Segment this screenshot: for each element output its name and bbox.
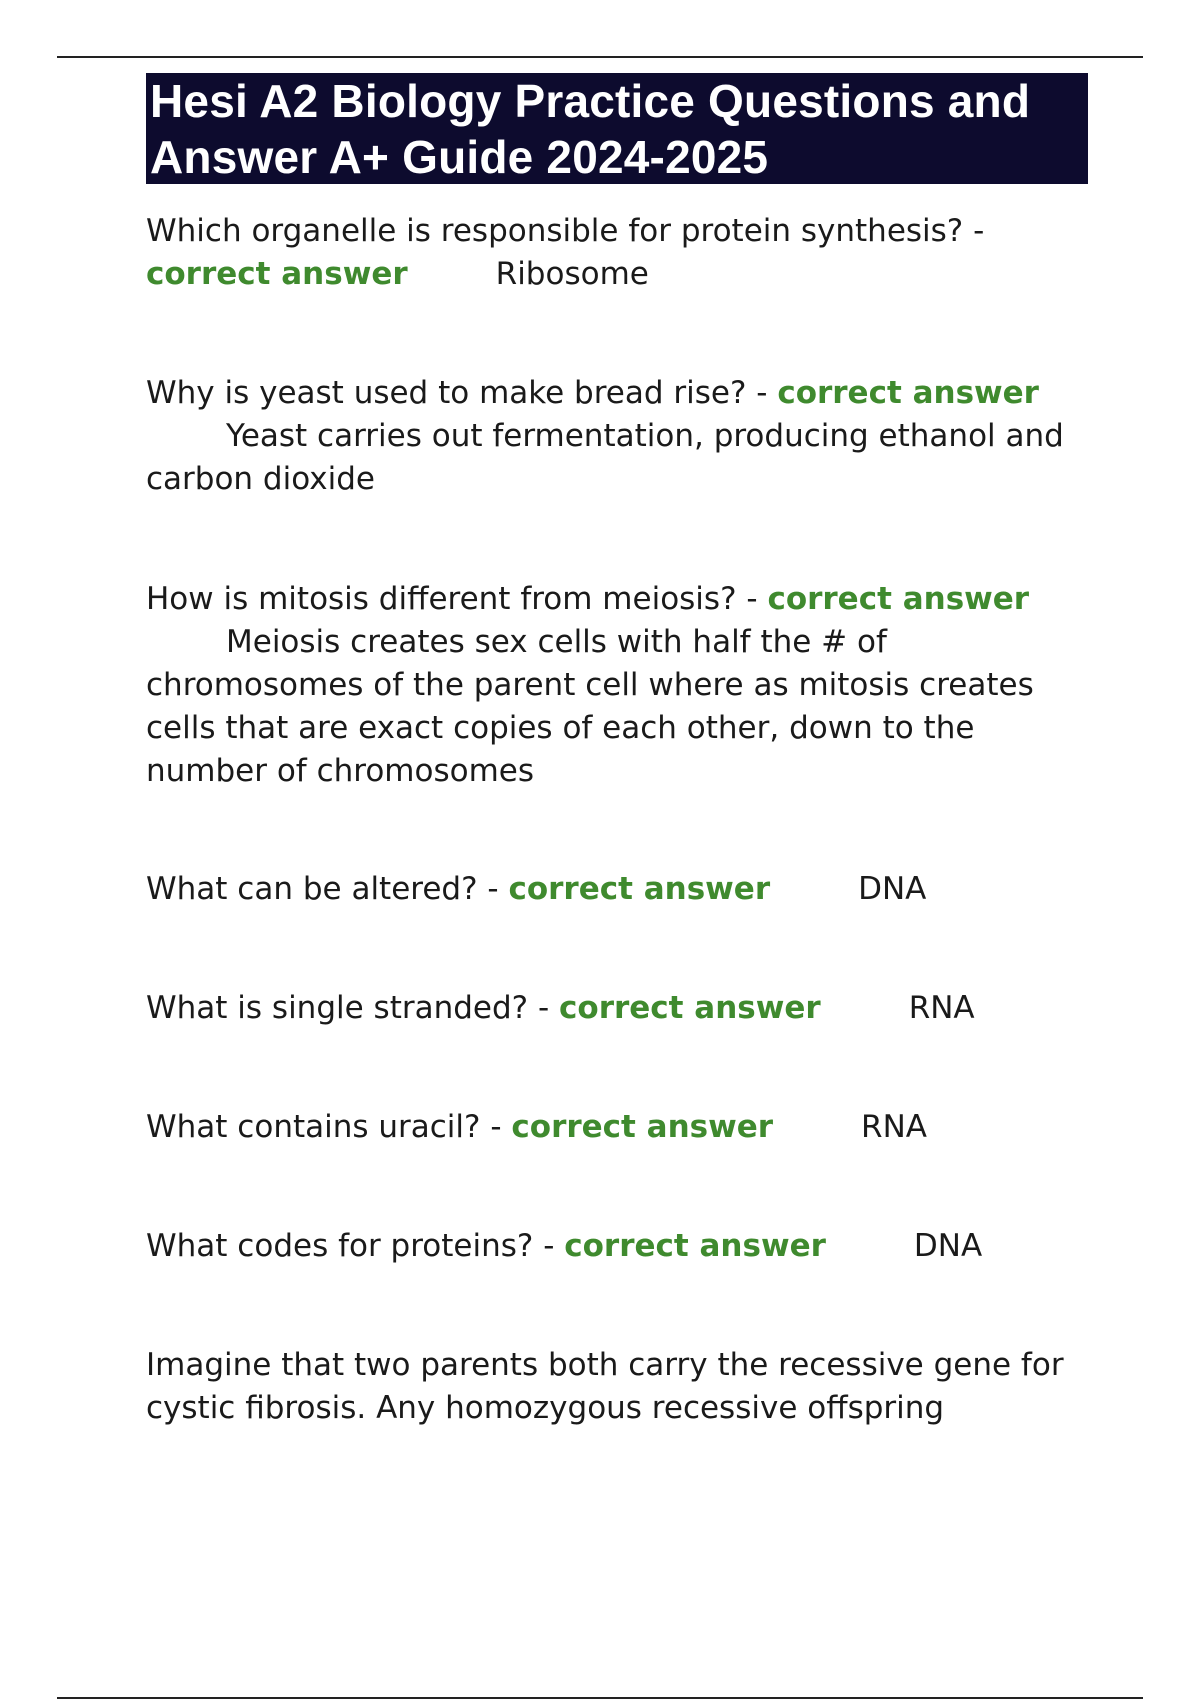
qa-item-3 <box>146 578 1086 793</box>
answer-text: Meiosis creates sex cells with half the # of chromosomes of the parent cell where as mitosis creates cells that are exact copies of each other, down to the number of chromosomes <box>146 624 1034 789</box>
answer-text: DNA <box>858 871 927 907</box>
correct-answer-label: correct answer <box>559 990 821 1026</box>
correct-answer-label: correct answer <box>777 375 1039 411</box>
answer-text: RNA <box>861 1109 927 1145</box>
question-text: What codes for proteins? - <box>146 1228 555 1264</box>
qa-item-6 <box>146 1106 1086 1149</box>
question-text: Imagine that two parents both carry the recessive gene for cystic fibrosis. Any homozygous recessive offspring <box>146 1347 1064 1426</box>
question-text: How is mitosis different from meiosis? - <box>146 581 758 617</box>
qa-item-1 <box>146 210 1086 296</box>
correct-answer-label: correct answer <box>511 1109 774 1145</box>
qa-item-8 <box>146 1344 1086 1430</box>
question-text: What can be altered? - <box>146 871 499 907</box>
bottom-rule <box>57 1697 1143 1699</box>
question-text: Why is yeast used to make bread rise? - <box>146 375 768 411</box>
question-text: What is single stranded? - <box>146 990 550 1026</box>
question-text: What contains uracil? - <box>146 1109 502 1145</box>
answer-text: DNA <box>913 1228 983 1264</box>
answer-text: RNA <box>908 990 975 1026</box>
document-title: Hesi A2 Biology Practice Questions and Answer A+ Guide 2024-2025 <box>150 75 1031 183</box>
correct-answer-label: correct answer <box>564 1228 826 1264</box>
answer-text: Yeast carries out fermentation, producing ethanol and carbon dioxide <box>146 418 1064 497</box>
correct-answer-label: correct answer <box>508 871 771 907</box>
answer-text: Ribosome <box>495 256 649 292</box>
qa-item-5 <box>146 987 1086 1030</box>
top-rule <box>57 56 1143 58</box>
correct-answer-label: correct answer <box>767 581 1030 617</box>
question-text: Which organelle is responsible for protein synthesis? - <box>146 213 985 249</box>
qa-item-2 <box>146 372 1086 501</box>
qa-item-7 <box>146 1225 1086 1268</box>
qa-item-4 <box>146 868 1086 911</box>
correct-answer-label: correct answer <box>146 256 408 292</box>
title-banner <box>146 73 1088 184</box>
